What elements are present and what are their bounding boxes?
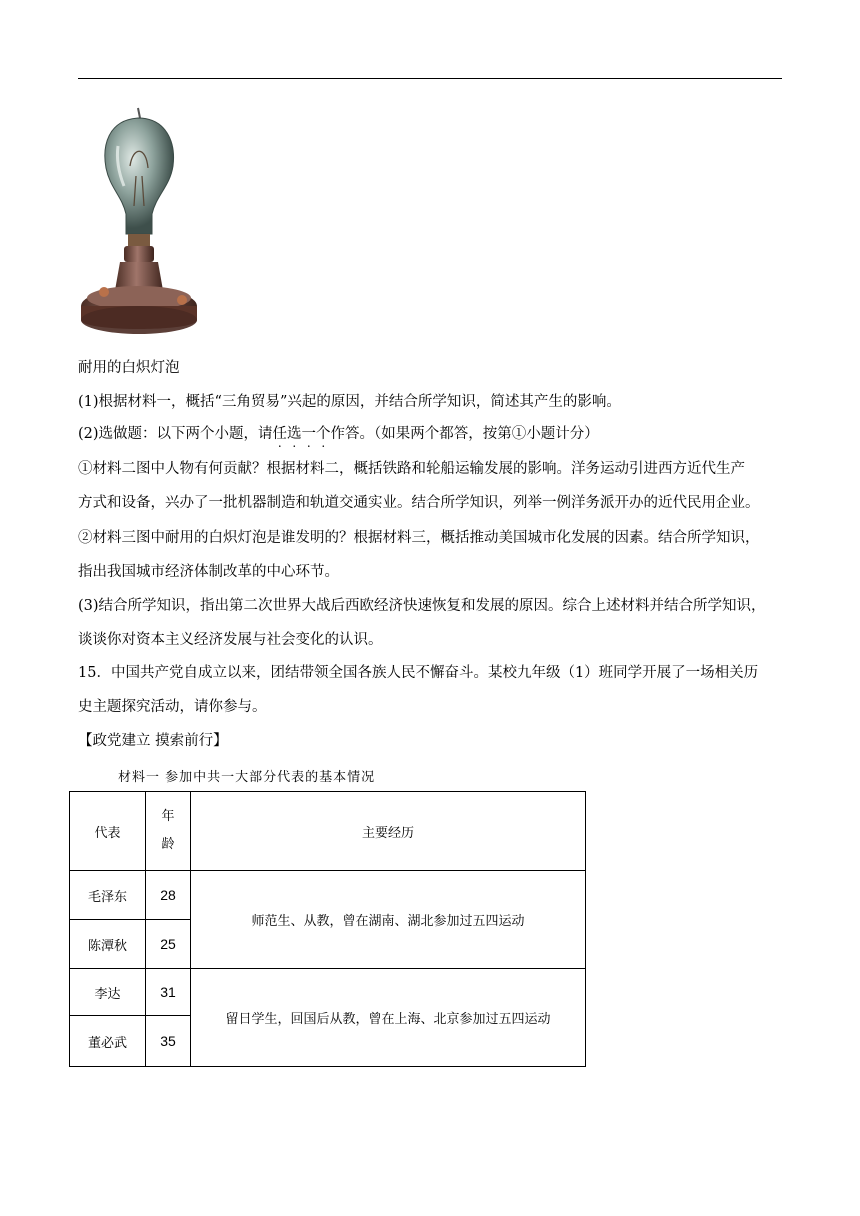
header-age-char-1: 年 <box>161 809 175 824</box>
cell-experience: 师范生、从教，曾在湖南、湖北参加过五四运动 <box>191 871 586 969</box>
representatives-table <box>69 791 586 1067</box>
option-1-line-2: 方式和设备，兴办了一批机器制造和轨道交通实业。结合所学知识，列举一例洋务派开办的近代民用企业。 <box>78 495 760 511</box>
table-row <box>70 871 586 920</box>
option-1-line-1: ①材料二图中人物有何贡献？根据材料二，概括铁路和轮船运输发展的影响。洋务运动引进西方近代生产 <box>78 461 745 477</box>
emphasized-text <box>273 426 331 442</box>
cell-age: 28 <box>146 871 191 920</box>
cell-experience: 留日学生，回国后从教，曾在上海、北京参加过五四运动 <box>191 969 586 1067</box>
figure-caption: 耐用的白炽灯泡 <box>78 360 180 376</box>
cell-name: 李达 <box>70 969 146 1016</box>
option-2-line-2: 指出我国城市经济体制改革的中心环节。 <box>78 564 339 580</box>
header-experience: 主要经历 <box>191 792 586 871</box>
table-caption: 材料一 参加中共一大部分代表的基本情况 <box>118 770 376 785</box>
table-row <box>70 969 586 1016</box>
section-heading: 【政党建立 摸索前行】 <box>78 733 228 749</box>
question-1: (1)根据材料一，概括“三角贸易”兴起的原因，并结合所学知识，简述其产生的影响。 <box>78 394 621 410</box>
emphasized-char: 个 <box>316 426 331 442</box>
emphasized-char: 一 <box>301 426 317 442</box>
question-15-line-1: 15．中国共产党自成立以来，团结带领全国各族人民不懈奋斗。某校九年级（1）班同学开展了一场相关历 <box>78 665 759 681</box>
emphasized-char: 选 <box>287 426 302 442</box>
table-header-row <box>70 792 586 871</box>
emphasized-char: 任 <box>272 426 288 442</box>
question-15-line-2: 史主题探究活动，请你参与。 <box>78 699 267 715</box>
question-2 <box>78 424 782 444</box>
cell-name: 董必武 <box>70 1016 146 1067</box>
option-2-line-1: ②材料三图中耐用的白炽灯泡是谁发明的？根据材料三，概括推动美国城市化发展的因素。结合所学知识， <box>78 530 760 546</box>
header-representative: 代表 <box>70 792 146 871</box>
question-2-start: (2)选做题：以下两个小题，请 <box>78 426 273 442</box>
cell-age: 31 <box>146 969 191 1016</box>
cell-name: 毛泽东 <box>70 871 146 920</box>
header-rule <box>78 78 782 79</box>
light-bulb-image <box>78 106 204 348</box>
cell-name: 陈潭秋 <box>70 920 146 969</box>
header-age <box>146 792 191 871</box>
question-3-line-1: (3)结合所学知识，指出第二次世界大战后西欧经济快速恢复和发展的原因。综合上述材料并结合所学知识， <box>78 598 766 614</box>
cell-age: 25 <box>146 920 191 969</box>
header-age-char-2: 龄 <box>161 837 175 852</box>
question-2-end: 作答。（如果两个都答，按第①小题计分） <box>330 426 599 442</box>
question-3-line-2: 谈谈你对资本主义经济发展与社会变化的认识。 <box>78 632 383 648</box>
cell-age: 35 <box>146 1016 191 1067</box>
